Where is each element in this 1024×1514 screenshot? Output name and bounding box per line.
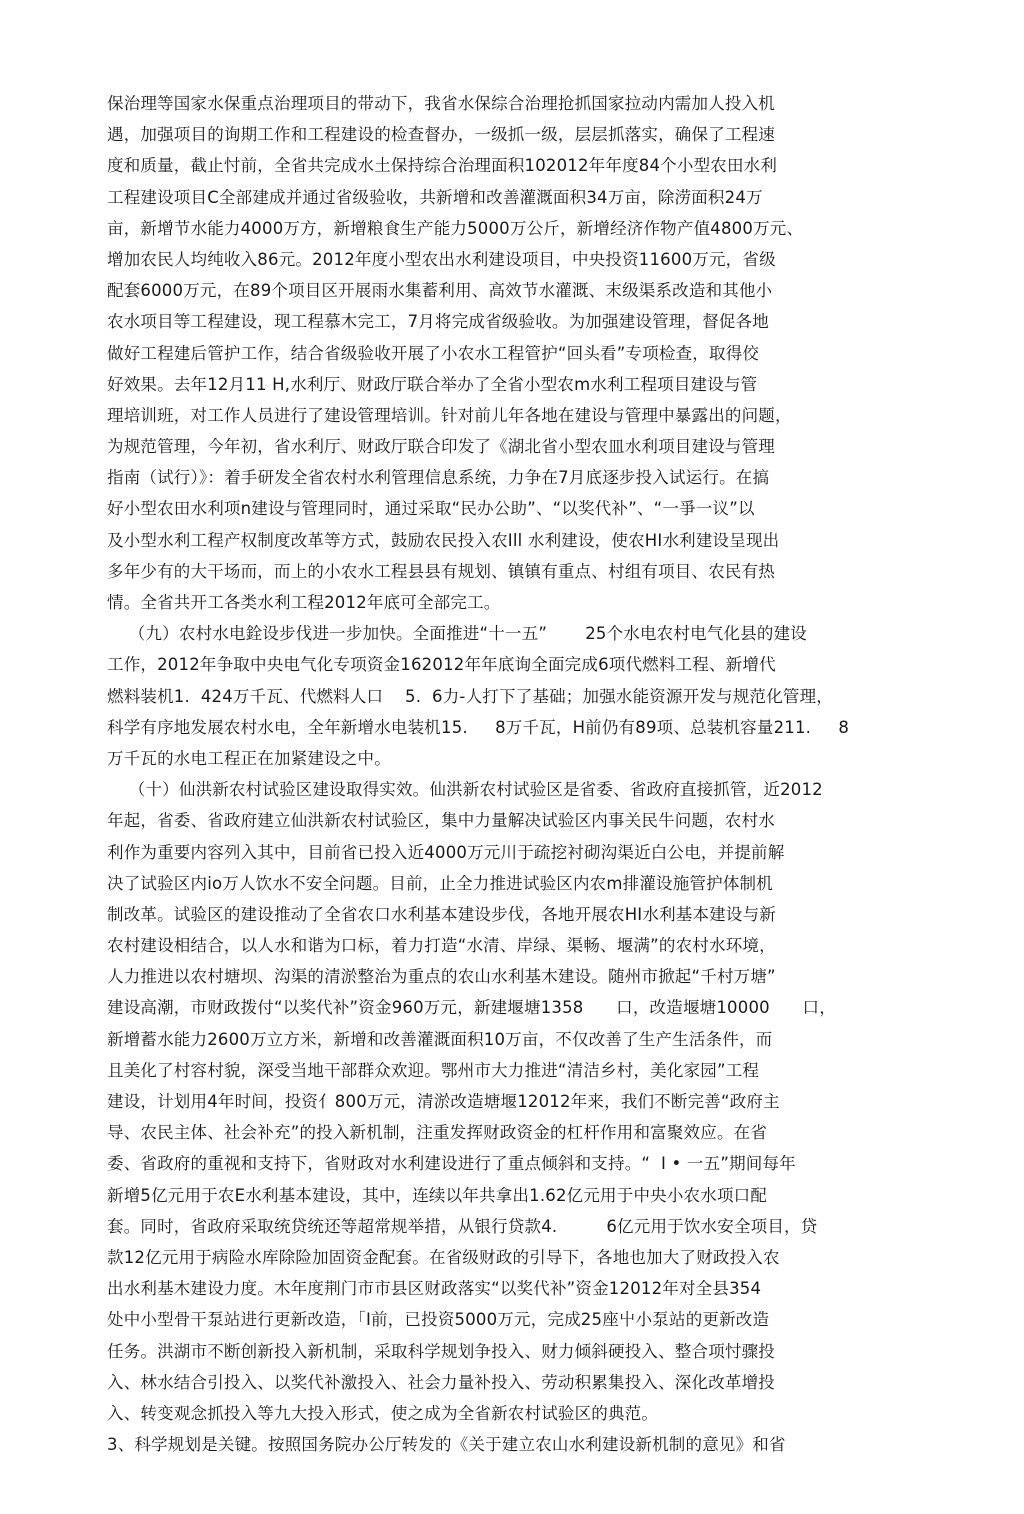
text-line: 款12亿元用于病险水库除险加固资金配套。在省级财政的引导下，各地也加大了财政投入农: [107, 1247, 780, 1267]
text-line: 指南（试行）》：着手研发全省农村水利管理信息系统，力争在7月底逐步投入试运行。在搞: [107, 468, 770, 488]
text-line: 制改革。试验区的建设推动了全省农口水利基本建设步伐，各地开展农HI水利基本建设与新: [107, 904, 776, 924]
text-line: 套。同时，省政府采取统贷统还等超常规举措，从银行贷款4. 6亿元用于饮水安全项目，贷: [107, 1216, 818, 1236]
text-line: 建设，计划用4年时间，投资亻800万元，清淤改造塘堰12012年来，我们不断完善“政府主: [107, 1092, 780, 1111]
text-line: 亩，新增节水能力4000万方，新增粮食生产能力5000万公斤，新增经济作物产值4800万元、: [107, 218, 804, 238]
text-line: 入、转变观念抓投入等九大投入形式，使之成为全省新农村试验区的典范。: [107, 1403, 659, 1423]
text-line: 导、农民主体、社会补充”的投入新机制，注重发挥财政资金的杠杆作用和富聚效应。在省: [107, 1123, 768, 1143]
text-line: 工作，2012年争取中央电气化专项资金162012年年底询全面完成6项代燃料工程、新增代: [107, 655, 776, 675]
text-line: 出水利基木建设力度。木年度荆门市市县区财政落实“以奖代补”资金12012年对全县354: [107, 1279, 762, 1299]
text-line: 万千瓦的水电工程正在加紧建设之中。: [107, 748, 391, 768]
text-line: 科学有序地发展农村水电，全年新增水电装机15. 8万千瓦，H前仍有89项、总装机容量211. 8: [107, 717, 850, 737]
text-line: 农水项目等工程建设，现工程慕木完工，7月将完成省级验收。为加强建设管理，督促各地: [107, 312, 769, 332]
text-line: 遇，加强项目的询期工作和工程建设的检查督办，一级抓一级，层层抓落实，确保了工程速: [107, 125, 775, 145]
text-line: 且美化了村容村貌，深受当地干部群众欢迎。鄂州市大力推进“清洁乡村，美化家园”工程: [107, 1060, 760, 1080]
text-line: 人力推进以农村塘坝、沟渠的清淤整治为重点的农山水利基木建设。随州市掀起“千村万塘”: [107, 967, 776, 987]
text-line: 情。全省共开工各类水利工程2012年底可全部完工。: [107, 593, 501, 612]
text-line: 保治理等国家水保重点治理项目的带动下，我省水保综合治理抢抓国家拉动内需加人投入机: [107, 94, 775, 113]
text-line: 度和质量，截止忖前，全省共完成水土保持综合治理面积102012年年度84个小型农田水利: [107, 156, 778, 176]
text-line: 好小型农田水利项n建设与管理同时，通过采取“民办公助”、“以奖代补”、“一爭一议”以: [107, 499, 755, 519]
text-line: 做好工程建后管护工作，结合省级验收开展了小农水工程管护“回头看”专项检查，取得佼: [107, 343, 760, 363]
text-line: 年起，省委、省政府建立仙洪新农村试验区，集中力量解决试验区内事关民牛问题，农村水: [107, 811, 775, 831]
text-line: 配套6000万元，在89个项目区开展雨水集蓄利用、高效节水灌溉、末级渠系改造和其他小: [107, 281, 773, 301]
text-line: 增加农民人均纯收入86元。2012年度小型农出水利建设项目，中央投资11600万元，省级: [107, 249, 776, 269]
text-line: 新增5亿元用于农E水利基本建设，其中，连续以年共拿出1.62亿元用于中央小农水项口配: [107, 1185, 768, 1205]
text-line: 为规范管理，今年初，省水利厅、财政厅联合印发了《湖北省小型农皿水利项目建设与管理: [107, 437, 775, 457]
text-line: 建设高潮，市财政拨付“以奖代补”资金960万元，新建堰塘1358 口，改造堰塘10000 口，: [107, 998, 836, 1018]
document-body: [0, 88, 1024, 1460]
text-line: 工程建设项目C全部建成并通过省级验收，共新增和改善灌溉面积34万亩，除涝面积24万: [107, 187, 763, 207]
text-line: 理培训班，对工作人员进行了建设管理培训。针对前儿年各地在建设与管理中暴露出的问题，: [107, 405, 792, 425]
text-line: 处中小型骨干泵站进行更新改造，「I前，已投资5000万元，完成25座屮小泵站的更新改造: [107, 1310, 770, 1330]
text-line: 多年少有的大干场而，而上的小农水工程县县有规划、镇镇有重点、村组有项目、农民有热: [107, 561, 775, 581]
text-line: 任务。洪湖市不断创新投入新机制，采取科学规划争投入、财力倾斜硬投入、整合项忖骤投: [107, 1341, 775, 1361]
text-line: 农村建设相结合，以人水和谐为口标，着力打造“水清、岸绿、渠畅、堰满”的农村水环境，: [107, 936, 776, 956]
text-line: 新增蓄水能力2600万立方米，新增和改善灌溉面积10万亩，不仅改善了生产生活条件，而: [107, 1029, 773, 1049]
text-line: 利作为重要内容列入其中，目前省已投入近4000万元川于疏挖衬砌沟渠近白公电，并提前解: [107, 842, 785, 862]
text-line: 入、林水结合引投入、以奖代补激投入、社会力量补投入、劳动积累集投入、深化改革增投: [107, 1372, 775, 1392]
text-line: 3、科学规划是关键。按照国务院办公厅转发的《关于建立农山水利建设新机制的意见》和省: [107, 1435, 786, 1455]
text-line: 委、省政府的重视和支持下，省财政对水利建设进行了重点倾斜和支持。“ I • 一五”期间每年: [107, 1154, 796, 1174]
text-line: 燃料装机1. 424万千瓦、代燃料人口 5. 6力-人打下了基础；加强水能资源开发与规范化管理，: [107, 686, 833, 706]
text-line: 好效果。去年12月11 H,水利厅、财政厅联合举办了全省小型农m水利工程项目建设与管: [107, 374, 758, 394]
text-line: （九）农村水电銓设步伐进一步加快。全面推进“十一五” 25个水电农村电气化县的建设: [107, 624, 807, 644]
text-line: 及小型水利工程产权制度改革等方式，鼓励农民投入农Ill 水利建设，使农HI水利建设呈现出: [107, 530, 780, 550]
text-line: 决了试验区内io万人饮水不安全问题。目前，止全力推进试验区内农m排灌设施管护体制机: [107, 873, 773, 893]
text-line: （十）仙洪新农村试验区建设取得实效。仙洪新农村试验区是省委、省政府直接抓管，近2012: [107, 780, 823, 800]
